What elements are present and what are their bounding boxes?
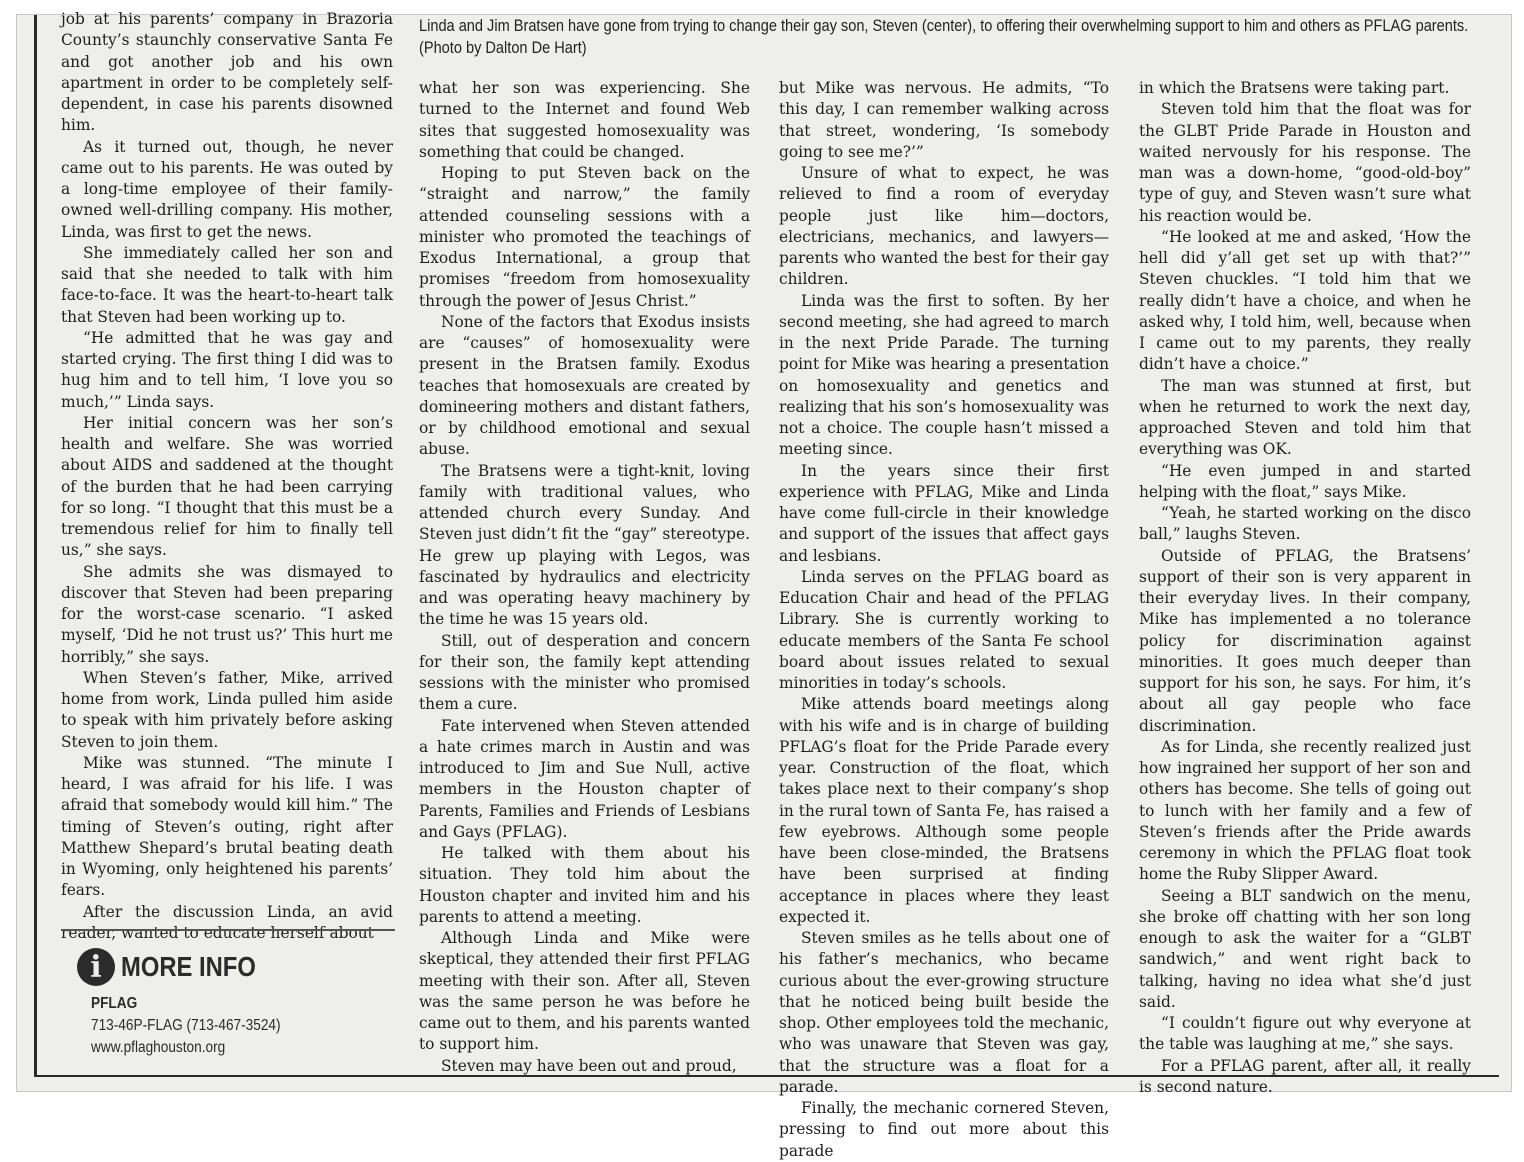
article-paragraph: Although Linda and Mike were skeptical, they attended their first PFLAG meeting with their son. After all, Steven was the same person he was before he came out to them, and his parents wanted to support him. — [419, 929, 750, 1054]
article-paragraph: Linda serves on the PFLAG board as Education Chair and head of the PFLAG Library. She is currently working to educate members of the Santa Fe school board about issues related to sexual minorities in today’s schools. — [779, 567, 1109, 692]
article-paragraph: in which the Bratsens were taking part. — [1139, 79, 1450, 97]
article-paragraph: but Mike was nervous. He admits, “To this day, I can remember walking across that street, wondering, ‘Is somebody going to see me?’” — [779, 79, 1109, 161]
article-paragraph: Seeing a BLT sandwich on the menu, she broke off chatting with her son long enough to ask the waiter for a “GLBT sandwich,” and went right back to talking, having no idea what she’d just said. — [1139, 886, 1471, 1011]
article-paragraph: Finally, the mechanic cornered Steven, pressing to find out more about this parade — [779, 1099, 1109, 1160]
article-paragraph: Steven may have been out and proud, — [441, 1056, 737, 1075]
caption-text: Linda and Jim Bratsen have gone from trying to change their gay son, Steven (center), to offering their overwhelming support to him and others as PFLAG parents. — [419, 17, 1469, 35]
article-paragraph: “He even jumped in and started helping with the float,” says Mike. — [1139, 461, 1471, 501]
article-paragraph: “Yeah, he started working on the disco ball,” laughs Steven. — [1139, 504, 1471, 544]
article-paragraph: The man was stunned at first, but when he returned to work the next day, approached Steven and told him that everything was OK. — [1139, 376, 1471, 459]
article-paragraph: She immediately called her son and said that she needed to talk with him face-to-face. It was the heart-to-heart talk that Steven had been working up to. — [61, 243, 393, 326]
article-paragraph: Hoping to put Steven back on the “straight and narrow,” the family attended counseling sessions with a minister who promoted the teachings of Exodus International, a group that promises “freedom from homosexuality through the power of Jesus Christ.” — [419, 164, 750, 310]
photo-caption — [419, 15, 1469, 59]
article-paragraph: Unsure of what to expect, he was relieved to find a room of everyday people just like him—doctors, electricians, mechanics, and lawyers—parents who wanted the best for their gay children. — [779, 164, 1109, 289]
bottom-rule — [34, 1075, 1499, 1077]
article-paragraph: Steven told him that the float was for the GLBT Pride Parade in Houston and waited nervously for his response. The man was a down-home, “good-old-boy” type of guy, and Steven wasn’t sure what his reaction would be. — [1139, 100, 1471, 225]
article-paragraph: “He looked at me and asked, ‘How the hell did y’all get set up with that?’” Steven chuckles. “I told him that we really didn’t have a choice, and when he asked why, I told him, well, because when I came out to my parents, they really didn’t have a choice.” — [1139, 227, 1471, 374]
more-info-phone: 713-46P-FLAG (713-467-3524) — [91, 1017, 281, 1034]
article-paragraph: what her son was experiencing. She turned to the Internet and found Web sites that suggested homosexuality was something that could be changed. — [419, 79, 750, 161]
more-info-title: MORE INFO — [121, 951, 256, 982]
article-paragraph: “He admitted that he was gay and started crying. The first thing I did was to hug him and to tell him, ‘I love you so much,’” Linda says. — [61, 328, 393, 411]
info-icon: i — [77, 948, 115, 986]
article-paragraph: job at his parents’ company in Brazoria County’s staunchly conservative Santa Fe and got another job and his own apartment in order to be completely self-dependent, in case his parents disowned him. — [61, 10, 393, 135]
more-info-org: PFLAG — [91, 995, 138, 1012]
article-paragraph: Her initial concern was her son’s health and welfare. She was worried about AIDS and saddened at the thought of the burden that he had been carrying for so long. “I thought that this must be a tremendous relief for him to finally tell us,” she says. — [61, 413, 393, 560]
article-paragraph: Linda was the first to soften. By her second meeting, she had agreed to march in the next Pride Parade. The turning point for Mike was hearing a presentation on homosexuality and genetics and realizing that his son’s homosexuality was not a choice. The couple hasn’t missed a meeting since. — [779, 291, 1109, 459]
article-column-4 — [1139, 78, 1471, 1098]
article-paragraph: Fate intervened when Steven attended a hate crimes march in Austin and was introduced to Jim and Sue Null, active members in the Houston chapter of Parents, Families and Friends of Lesbians and Gays (PFLAG). — [419, 716, 750, 841]
article-paragraph: She admits she was dismayed to discover that Steven had been preparing for the worst-case scenario. “I asked myself, ‘Did he not trust us?’ This hurt me horribly,” she says. — [61, 562, 393, 666]
article-paragraph: Mike attends board meetings along with his wife and is in charge of building PFLAG’s float for the Pride Parade every year. Construction of the float, which takes place next to their company’s shop in the rural town of Santa Fe, has raised a few eyebrows. Although some people have been close-minded, the Bratsens have been surprised at finding acceptance in places where they least expected it. — [779, 695, 1109, 926]
article-paragraph: Still, out of desperation and concern for their son, the family kept attending sessions with the minister who promised them a cure. — [419, 631, 750, 714]
article-paragraph: After the discussion Linda, an avid reader, wanted to educate herself about — [61, 902, 393, 942]
article-column-2 — [419, 78, 750, 1077]
article-paragraph: “I couldn’t figure out why everyone at the table was laughing at me,” she says. — [1139, 1014, 1471, 1054]
more-info-url[interactable]: www.pflaghouston.org — [91, 1039, 226, 1056]
article-paragraph: Steven smiles as he tells about one of his father’s mechanics, who became curious about the ever-growing structure that he noticed being built beside the shop. Other employees told the mechanic, who was unaware that Steven was gay, that the structure was a float for a parade. — [779, 929, 1109, 1096]
article-paragraph: None of the factors that Exodus insists are “causes” of homosexuality were present in the Bratsen family. Exodus teaches that homosexuals are created by domineering mothers and distant fathers, or by childhood emotional and sexual abuse. — [419, 312, 750, 459]
article-paragraph: Mike was stunned. “The minute I heard, I was afraid for his life. I was afraid that somebody would kill him.” The timing of Steven’s outing, right after Matthew Shepard’s brutal beating death in Wyoming, only heightened his parents’ fears. — [61, 753, 393, 900]
article-paragraph: When Steven’s father, Mike, arrived home from work, Linda pulled him aside to speak with him privately before asking Steven to join them. — [61, 668, 393, 751]
newspaper-page — [16, 10, 1512, 1160]
article-column-3 — [779, 78, 1109, 1162]
article-paragraph: He talked with them about his situation. They told him about the Houston chapter and invited him and his parents to attend a meeting. — [419, 844, 750, 926]
article-paragraph: As it turned out, though, he never came out to his parents. He was outed by a long-time employee of their family-owned well-drilling company. His mother, Linda, was first to get the news. — [61, 137, 393, 241]
article-paragraph: As for Linda, she recently realized just how ingrained her support of her son and others has become. She tells of going out to lunch with her family and a few of Steven’s friends after the Pride awards ceremony in which the PFLAG float took home the Ruby Slipper Award. — [1139, 737, 1471, 884]
left-column-rule — [34, 15, 37, 1077]
article-paragraph: Outside of PFLAG, the Bratsens’ support of their son is very apparent in their everyday lives. In their company, Mike has implemented a no tolerance policy for discrimination against minorities. It goes much deeper than support for his son, he says. For him, it’s about all gay people who face discrimination. — [1139, 546, 1471, 735]
more-info-box — [61, 929, 395, 1071]
more-info-header — [77, 947, 280, 987]
article-paragraph: The Bratsens were a tight-knit, loving family with traditional values, who attended church every Sunday. And Steven just didn’t fit the “gay” stereotype. He grew up playing with Legos, was fascinated by hydraulics and electricity and was operating heavy machinery by the time he was 15 years old. — [419, 461, 750, 629]
article-column-1 — [61, 9, 393, 944]
caption-credit: (Photo by Dalton De Hart) — [419, 39, 587, 57]
article-paragraph: In the years since their first experience with PFLAG, Mike and Linda have come full-circle in their knowledge and support of the issues that affect gays and lesbians. — [779, 461, 1109, 565]
article-paragraph: For a PFLAG parent, after all, it really is second nature. — [1139, 1056, 1471, 1096]
